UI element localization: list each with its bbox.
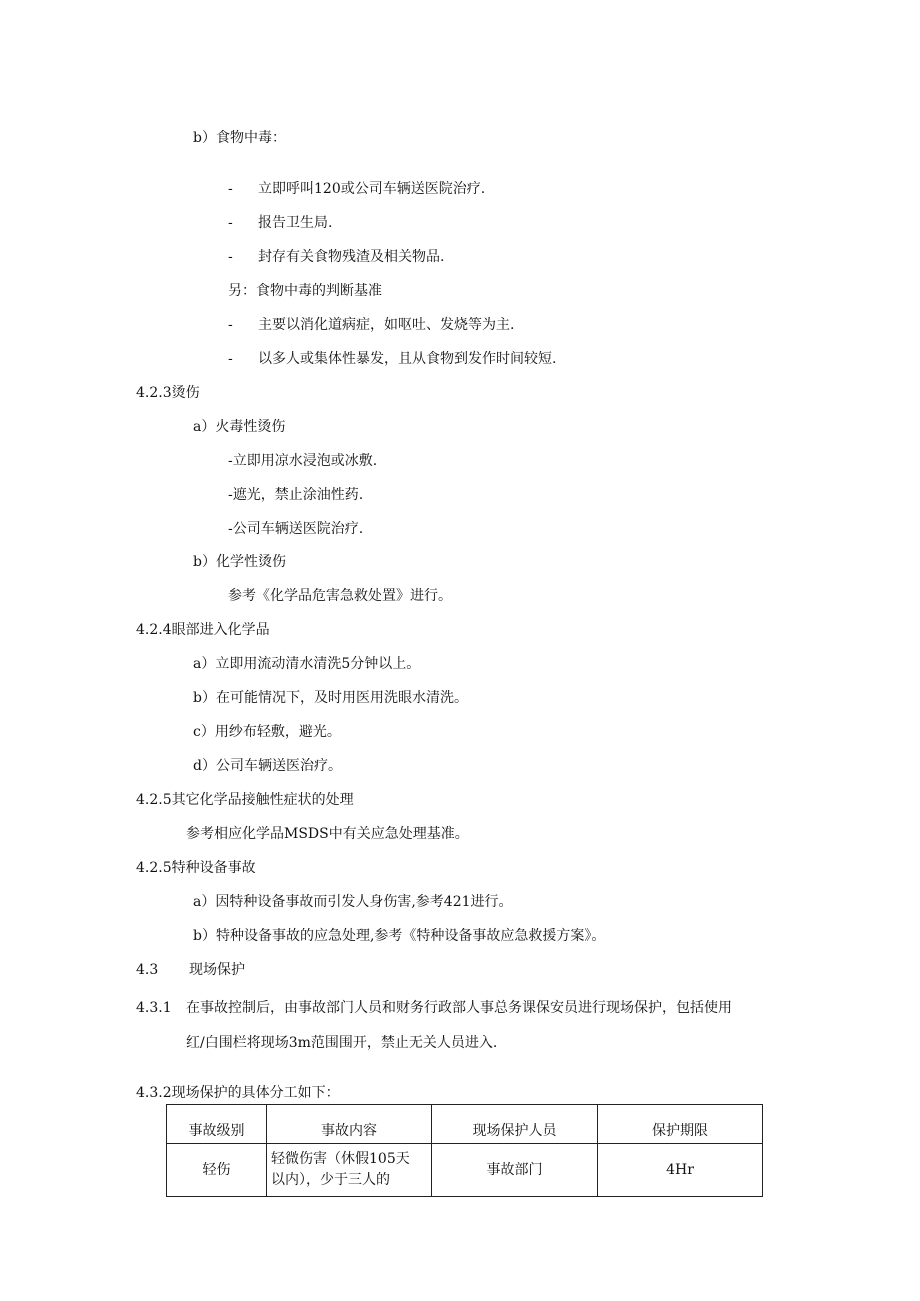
other-chem-text: 参考相应化学品MSDS中有关应急处理基准。	[186, 826, 469, 842]
eye-item-c: c）用纱布轻敷，避光。	[193, 724, 341, 740]
section-heading-special: 4.2.5特种设备事故	[136, 860, 256, 876]
site-protection-table	[166, 1104, 763, 1197]
header-accident-content: 事故内容	[267, 1105, 432, 1144]
paragraph-number-4-3-1: 4.3.1	[136, 1000, 172, 1016]
burn-chem-text: 参考《化学品危害急救处置》进行。	[228, 588, 452, 604]
food-item-2: 报告卫生局.	[258, 215, 333, 231]
header-accident-level: 事故级别	[167, 1105, 267, 1144]
table-row	[167, 1144, 763, 1197]
list-dash: -	[228, 181, 233, 197]
section-heading-eye: 4.2.4眼部进入化学品	[136, 622, 270, 638]
cell-person: 事故部门	[432, 1144, 598, 1197]
eye-item-a: a）立即用流动清水清洗5分钟以上。	[193, 656, 421, 672]
cell-content-line-2: 以内），少于三人的	[271, 1172, 390, 1188]
cell-level: 轻伤	[167, 1144, 267, 1197]
list-dash: -	[228, 351, 233, 367]
special-item-b: b）特种设备事故的应急处理,参考《特种设备事故应急救援方案》。	[193, 928, 606, 944]
food-criteria-1: 主要以消化道病症，如呕吐、发烧等为主.	[258, 317, 515, 333]
food-criteria-2: 以多人或集体性暴发，且从食物到发作时间较短.	[258, 351, 557, 367]
burn-fire-item-1: -立即用凉水浸泡或冰敷.	[228, 453, 378, 469]
cell-period: 4Hr	[598, 1144, 763, 1197]
special-item-a: a）因特种设备事故而引发人身伤害,参考421进行。	[193, 894, 513, 910]
food-criteria-title: 另：食物中毒的判断基准	[228, 283, 382, 299]
burn-chem-heading: b）化学性烫伤	[193, 554, 286, 570]
cell-content-line-1: 轻微伤害（休假105天	[271, 1151, 410, 1167]
food-poisoning-heading: b）食物中毒：	[193, 130, 286, 146]
burn-fire-item-2: -遮光，禁止涂油性药.	[228, 487, 364, 503]
food-item-3: 封存有关食物残渣及相关物品.	[258, 249, 445, 265]
eye-item-b: b）在可能情况下，及时用医用洗眼水清洗。	[193, 690, 468, 706]
list-dash: -	[228, 249, 233, 265]
food-item-1: 立即呼叫120或公司车辆送医院治疗.	[258, 181, 486, 197]
paragraph-4-3-2: 4.3.2现场保护的具体分工如下：	[136, 1085, 340, 1101]
paragraph-4-3-1-line-1: 在事故控制后，由事故部门人员和财务行政部人事总务课保安员进行现场保护，包括使用	[186, 1000, 732, 1016]
burn-fire-heading: a）火毒性烫伤	[193, 419, 286, 435]
list-dash: -	[228, 215, 233, 231]
section-title-site-protection: 现场保护	[189, 962, 245, 978]
header-protection-personnel: 现场保护人员	[432, 1105, 598, 1144]
section-heading-burn: 4.2.3烫伤	[136, 385, 200, 401]
section-number-4-3: 4.3	[136, 962, 159, 978]
burn-fire-item-3: -公司车辆送医院治疗.	[228, 521, 364, 537]
eye-item-d: d）公司车辆送医治疗。	[193, 758, 342, 774]
cell-content	[267, 1144, 432, 1197]
table-header-row	[167, 1105, 763, 1144]
paragraph-4-3-1-line-2: 红/白围栏将现场3m范围围开，禁止无关人员进入.	[186, 1035, 498, 1051]
list-dash: -	[228, 317, 233, 333]
section-heading-other-chem: 4.2.5其它化学品接触性症状的处理	[136, 792, 354, 808]
header-protection-period: 保护期限	[598, 1105, 763, 1144]
